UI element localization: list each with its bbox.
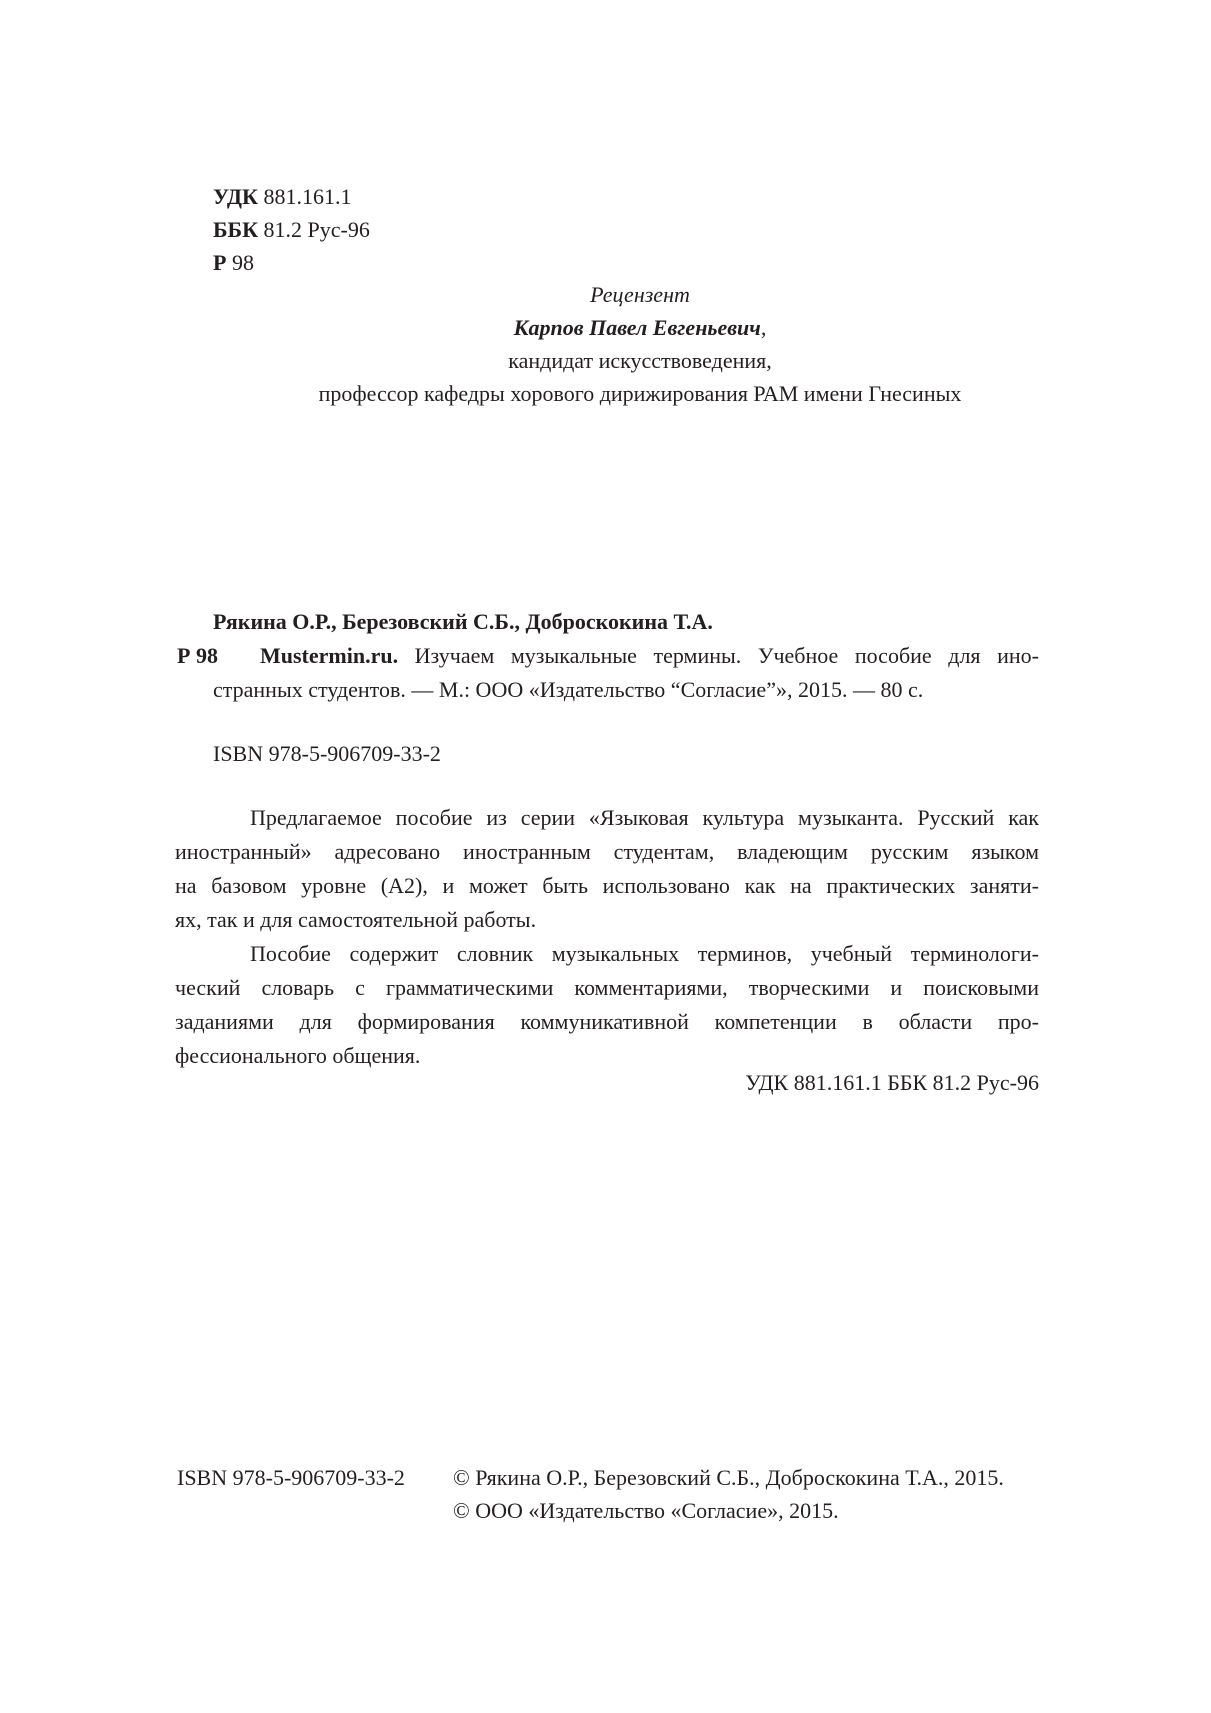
copyright-authors: © Рякина О.Р., Березовский С.Б., Доброскокина Т.А., 2015. — [453, 1465, 1004, 1490]
udk-value: 881.161.1 — [263, 184, 352, 209]
reviewer-name-line: Карпов Павел Евгеньевич, — [513, 315, 767, 340]
annotation-line: на базовом уровне (А2), и может быть использовано как на практических заняти- — [175, 873, 1039, 898]
entry-code: Р 98 — [177, 643, 218, 668]
annotation-line: заданиями для формирования коммуникативной компетенции в области про- — [175, 1009, 1039, 1034]
entry-title: Mustermin.ru. — [260, 643, 399, 668]
bbk-value: 81.2 Рус-96 — [263, 217, 370, 242]
annotation-index: УДК 881.161.1 ББК 81.2 Рус-96 — [745, 1070, 1039, 1095]
reviewer-position: профессор кафедры хорового дирижирования РАМ имени Гнесиных — [318, 381, 962, 406]
entry-title-rest: Изучаем музыкальные термины. Учебное пособие для ино- — [414, 643, 1039, 668]
footer-isbn: ISBN 978-5-906709-33-2 — [177, 1465, 405, 1490]
annotation-line: Предлагаемое пособие из серии «Языковая культура музыканта. Русский как — [250, 805, 1039, 830]
annotation-line: ях, так и для самостоятельной работы. — [175, 907, 537, 932]
entry-authors: Рякина О.Р., Березовский С.Б., Доброскокина Т.А. — [213, 609, 713, 634]
annotation-line: ческий словарь с грамматическими комментариями, творческими и поисковыми — [175, 975, 1039, 1000]
annotation-paragraph-2 — [175, 937, 1039, 1073]
annotation-line: Пособие содержит словник музыкальных терминов, учебный терминологи- — [250, 941, 1039, 966]
entry-imprint: странных студентов. — М.: ООО «Издательство “Согласие”», 2015. — 80 с. — [213, 677, 924, 702]
entry-isbn: ISBN 978-5-906709-33-2 — [213, 741, 441, 766]
annotation-paragraph-1 — [175, 801, 1039, 937]
entry-title-line — [260, 645, 1039, 667]
udk-line — [213, 186, 352, 208]
annotation-line: иностранный» адресовано иностранным студентам, владеющим русским языком — [175, 839, 1039, 864]
bbk-label: ББК — [213, 217, 259, 242]
annotation-line: фессионального общения. — [175, 1043, 421, 1068]
reviewer-heading: Рецензент — [590, 282, 690, 307]
author-code-line — [213, 252, 254, 274]
bbk-line — [213, 219, 370, 241]
udk-label: УДК — [213, 184, 259, 209]
author-code-label: Р — [213, 250, 227, 275]
reviewer-name: Карпов Павел Евгеньевич — [513, 315, 761, 340]
reviewer-degree: кандидат искусствоведения, — [508, 348, 772, 373]
copyright-publisher: © ООО «Издательство «Согласие», 2015. — [453, 1498, 839, 1523]
author-code-value: 98 — [231, 250, 254, 275]
